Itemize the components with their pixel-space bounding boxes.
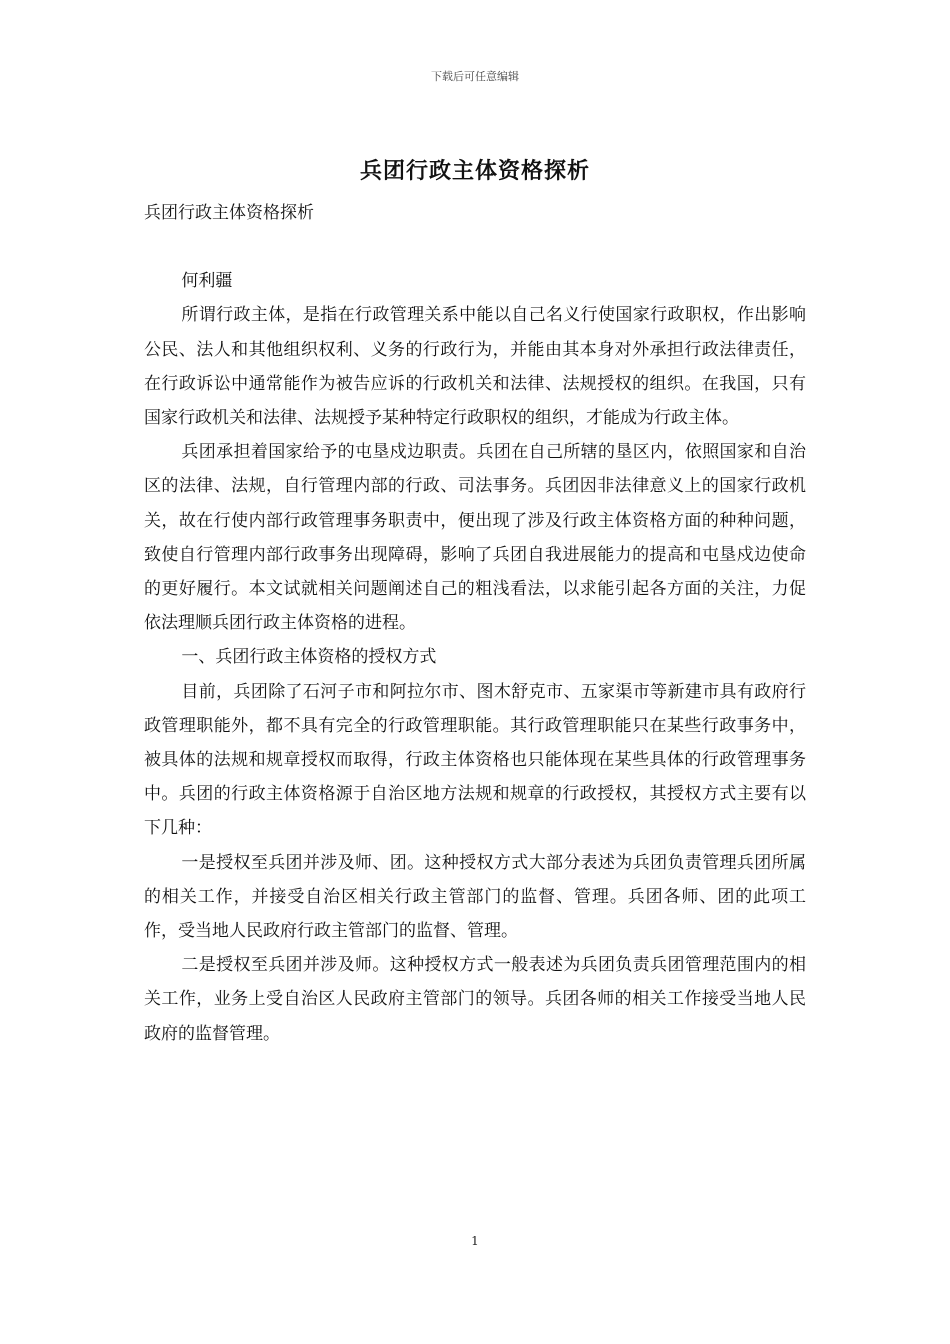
header-note: 下载后可任意编辑	[431, 70, 519, 83]
paragraph-method-two: 二是授权至兵团并涉及师。这种授权方式一般表述为兵团负责兵团管理范围内的相关工作，业务上受自治区人民政府主管部门的领导。兵团各师的相关工作接受当地人民政府的监督管理。	[144, 955, 806, 1044]
paragraph-background: 兵团承担着国家给予的屯垦戍边职责。兵团在自己所辖的垦区内，依照国家和自治区的法律、法规，自行管理内部的行政、司法事务。兵团因非法律意义上的国家行政机关，故在行使内部行政管理事务职责中，便出现了涉及行政主体资格方面的种种问题，致使自行管理内部行政事务出现障碍，影响了兵团自我进展能力的提高和屯垦戍边使命的更好履行。本文试就相关问题阐述自己的粗浅看法，以求能引起各方面的关注，力促依法理顺兵团行政主体资格的进程。	[144, 442, 806, 634]
paragraph-definition: 所谓行政主体，是指在行政管理关系中能以自己名义行使国家行政职权，作出影响公民、法人和其他组织权利、义务的行政行为，并能由其本身对外承担行政法律责任，在行政诉讼中通常能作为被告应诉的行政机关和法律、法规授权的组织。在我国，只有国家行政机关和法律、法规授予某种特定行政职权的组织，才能成为行政主体。	[144, 305, 806, 429]
paragraph-current-status: 目前，兵团除了石河子市和阿拉尔市、图木舒克市、五家渠市等新建市具有政府行政管理职能外，都不具有完全的行政管理职能。其行政管理职能只在某些行政事务中，被具体的法规和规章授权而取得，行政主体资格也只能体现在某些具体的行政管理事务中。兵团的行政主体资格源于自治区地方法规和规章的行政授权，其授权方式主要有以下几种：	[144, 681, 806, 839]
paragraph-method-one: 一是授权至兵团并涉及师、团。这种授权方式大部分表述为兵团负责管理兵团所属的相关工作，并接受自治区相关行政主管部门的监督、管理。兵团各师、团的此项工作，受当地人民政府行政主管部门的监督、管理。	[144, 852, 806, 942]
author-name: 何利疆	[181, 271, 233, 292]
document-subtitle: 兵团行政主体资格探析	[144, 203, 314, 223]
section-heading-authorization: 一、兵团行政主体资格的授权方式	[181, 647, 437, 668]
page-number: 1	[471, 1234, 479, 1248]
document-title: 兵团行政主体资格探析	[359, 158, 590, 184]
document-body	[144, 196, 806, 1051]
